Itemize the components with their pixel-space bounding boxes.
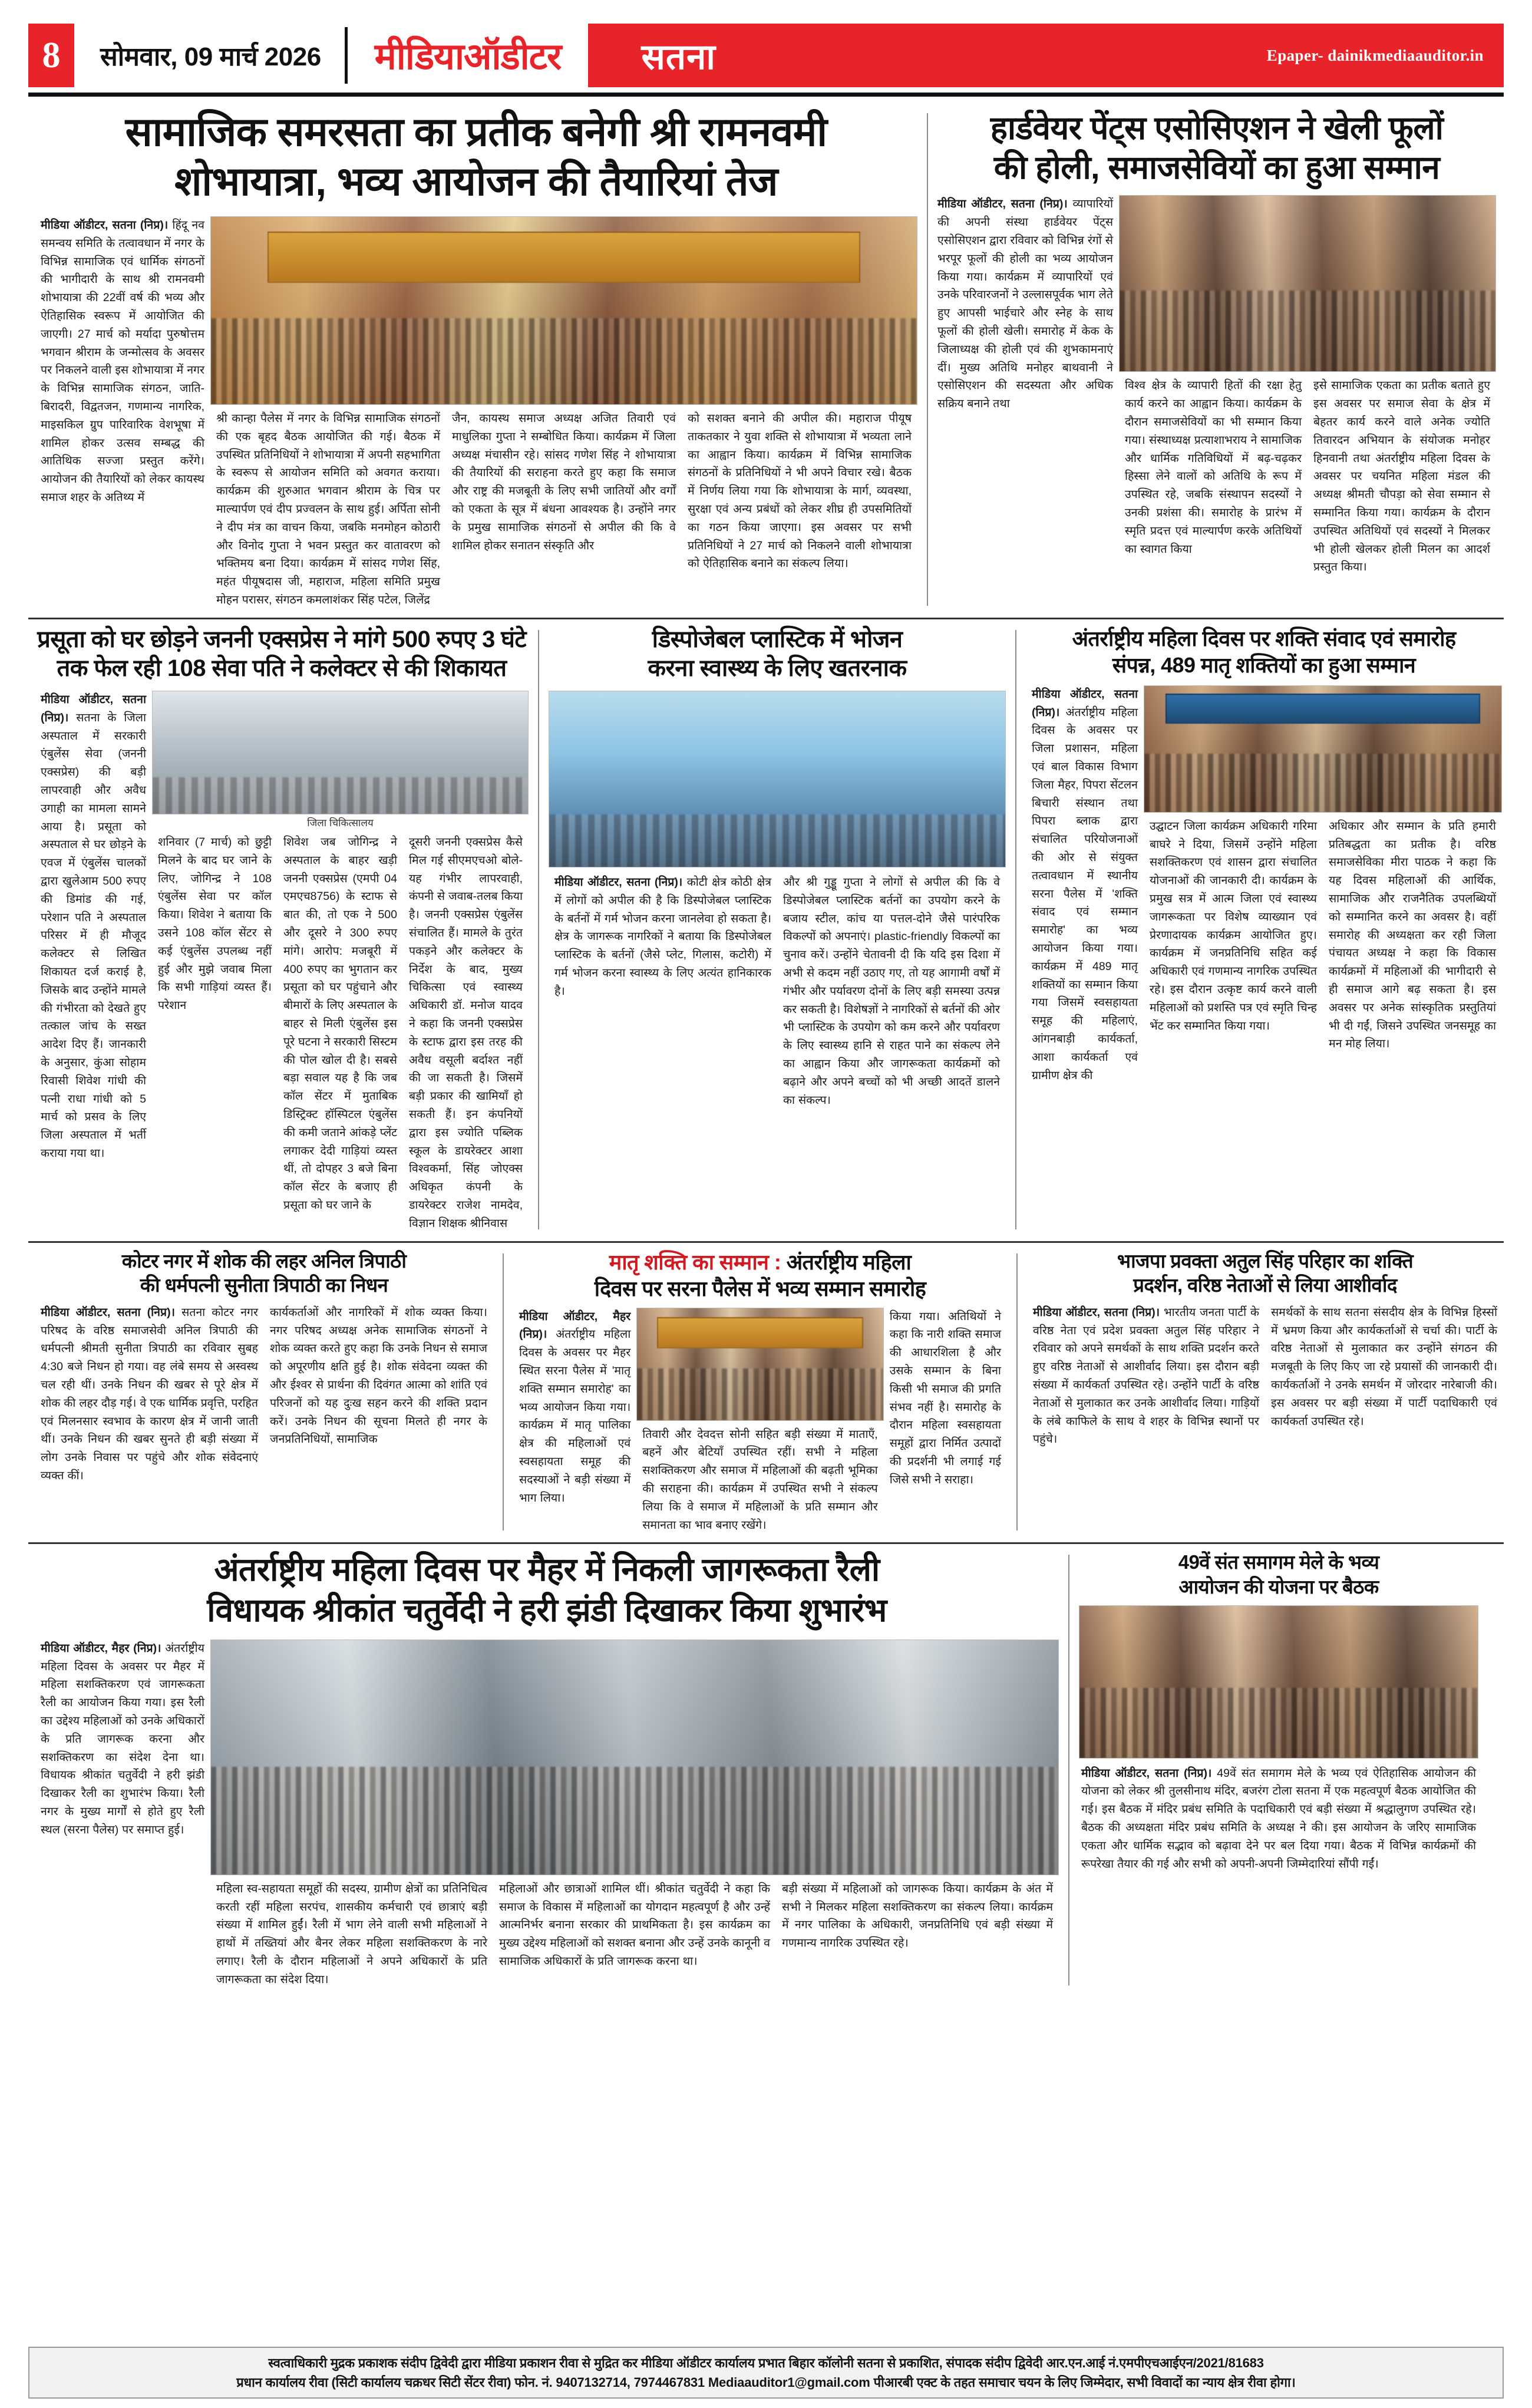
headline-line-2: की धर्मपत्नी सुनीता त्रिपाठी का निधन <box>140 1274 388 1297</box>
article-column-1 <box>513 1308 636 1535</box>
body-text: अंतर्राष्ट्रीय महिला दिवस के अवसर पर मैहर स्थित सरना पैलेस में 'मातृ शक्ति सम्मान समारोह' का भव्य आयोजन किया गया। कार्यक्रम में मातृ पालिका क्षेत्र की महिलाओं एवं स्वसहायता समूह की सदस्याओं ने बड़ी संख्या में भाग लिया। <box>519 1328 631 1505</box>
article-bjp-atul-singh <box>1021 1250 1510 1535</box>
article-column-2: और श्री गुड्डू गुप्ता ने लोगों से अपील की कि वे डिस्पोजेबल प्लास्टिक बर्तनों का उपयोग करने के बजाय स्टील, कांच या पत्तल-दोने जैसे पारंपरिक विकल्पों को अपनाएं। plastic-friendly विकल्पों का चुनाव करें। उन्होंने चेतावनी दी कि यदि इस दिशा में अभी से कदम नहीं उठाए गए, तो यह आगामी वर्षों में गंभीर और पर्यावरण दोनों के लिए बड़ी समस्या उत्पन्न कर सकती है। विशेषज्ञों ने नागरिकों से बर्तनों की ओर भी प्लास्टिक के उपयोग को कम करने और पर्यावरण के लिए स्वास्थ्य हानि से राहत पाने का संकल्प लेने का आह्वान किया और जागरूकता कार्यक्रमों को बढ़ाने और अपने बच्चों को भी अच्छी आदतें डालने का संकल्प। <box>783 875 1000 1107</box>
body-text: अंतर्राष्ट्रीय महिला दिवस के अवसर पर मैहर में महिला सशक्तिकरण एवं जागरूकता रैली का आयोजन किया गया। इस रैली का उद्देश्य महिलाओं को उनके अधिकारों के प्रति जागरूक करना और सशक्तिकरण का संदेश देना था। विधायक श्रीकांत चतुर्वेदी ने हरी झंडी दिखाकर रैली का शुभारंभ किया। रैली नगर के मुख्य मार्गों से होते हुए रैली स्थल (सरना पैलेस) पर समाप्त हुई। <box>41 1641 204 1836</box>
article-column-1 <box>1079 1764 1478 1873</box>
row-lead <box>28 110 1504 609</box>
article-janani-express <box>28 626 535 1233</box>
headline-line-2: शोभायात्रा, भव्य आयोजन की तैयारियां तेज <box>174 159 778 204</box>
headline-line-1: डिस्पोजेबल प्लास्टिक में भोजन <box>652 626 903 652</box>
body-text: हिंदू नव समन्वय समिति के तत्वावधान में नगर के विभिन्न सामाजिक एवं धार्मिक संगठनों की भागीदारी के साथ श्री रामनवमी शोभायात्रा की 22वीं वर्ष की भव्य और ऐतिहासिक स्वरूप में आयोजित की जाएगी। 27 मार्च को मर्यादा पुरुषोत्तम भगवान श्रीराम के जन्मोत्सव के अवसर पर निकलने वाली इस शोभायात्रा में नगर के विभिन्न सामाजिक संगठन, जाति-बिरादरी, विद्वतजन, गणमान्य नागरिक, माइसकिल ग्रुप पारिवारिक वेशभूषा में शामिल होकर उत्सव सम्बद्ध की आतिथिक सज्जा प्रस्तुत करेंगे। आयोजन की तैयारियों को लेकर कायस्थ समाज शहर के अतिथ्य में <box>41 219 204 504</box>
brand-logo: मीडियाऑडीटर <box>374 37 562 77</box>
headline-line-1: कोटर नगर में शोक की लहर अनिल त्रिपाठी <box>121 1249 407 1272</box>
article-column-1 <box>35 1640 210 1989</box>
byline: मीडिया ऑडीटर, सतना (निप्र)। <box>1081 1766 1212 1780</box>
article-mahila-rally-maihar <box>28 1551 1065 1988</box>
article-column-1 <box>1027 1304 1265 1449</box>
headline-line-2: विधायक श्रीकांत चतुर्वेदी ने हरी झंडी दिखाकर किया शुभारंभ <box>207 1592 887 1629</box>
column-separator <box>503 1254 504 1531</box>
masthead <box>28 24 1504 87</box>
article-column-4: दूसरी जननी एक्सप्रेस कैसे मिल गई सीएमएचओ बोले- यह गंभीर लापरवाही, कंपनी से जवाब-तलब किया है। जननी एक्सप्रेस एंबुलेंस संचालित हैं। मामले के तुरंत पकड़ने और कलेक्टर के निर्देश के बाद, मुख्य चिकित्सा एवं स्वास्थ्य अधिकारी डॉ. मनोज यादव ने कहा कि जननी एक्सप्रेस के स्टाफ द्वारा इस तरह की अवैध वसूली बर्दाश्त नहीं की जा सकती है। जिसमें बड़ी प्रकार की खामियाँ हो सकती हैं। इन कंपनियों द्वारा इस ज्योति पब्लिक स्कूल के डायरेक्टर आशा विश्वकर्मा, सिंह जोएक्स अधिकृत कंपनी के डायरेक्टर राजेश नामदेव, विज्ञान शिक्षक श्रीनिवास <box>409 836 523 1230</box>
article-obituary <box>28 1250 500 1535</box>
body-text: व्यापारियों की अपनी संस्था हार्डवेयर पेंट्स एसोसिएशन द्वारा रविवार को विभिन्न रंगों से भरपूर फूलों की होली का भव्य आयोजन किया गया। कार्यक्रम में व्यापारियों एवं उनके परिवारजनों ने उल्लासपूर्वक भाग लेते हुए आपसी भाईचारे और स्नेह के साथ फूलों की होली खेली। समारोह में केक के जिलाध्यक्ष की होली एवं की शुभकामनाएं दीं। मुख्य अतिथि मनोहर बाथवानी ने एसोसिएशन की सदस्यता और अधिक सक्रिय बनाने तथा <box>937 197 1113 411</box>
article-column-2: तिवारी और देवदत्त सोनी सहित बड़ी संख्या में माताएँ, बहनें और बेटियाँ उपस्थित रहीं। सभी ने महिला सशक्तिकरण और समाज में महिलाओं की बढ़ती भूमिका की सराहना की। कार्यक्रम में उपस्थित सभी ने संकल्प लिया कि वे समाज में महिलाओं के प्रति सम्मान और समानता का भाव बनाए रखेंगे। <box>642 1427 878 1532</box>
byline: मीडिया ऑडीटर, सतना (निप्र)। <box>554 875 683 889</box>
section-rule <box>28 618 1504 619</box>
article-column-1 <box>937 195 1119 413</box>
article-column-2: विश्व क्षेत्र के व्यापारी हितों की रक्षा हेतु कार्य करने का आह्वान किया। कार्यक्रम के दौरान समाजसेवियों का भी सम्मान किया गया। संस्थाध्यक्ष प्रत्याशाभराय ने सामाजिक और धार्मिक गतिविधियों में बढ़-चढ़कर हिस्सा लेने वालों को अतिथि के रूप में उपस्थित रहे, जबकि संस्थापन सदस्यों ने उनकी प्रशंसा की। समारोह के प्रारंभ में स्मृति प्रदत्त एवं माल्यार्पण करके अतिथियों का स्वागत किया <box>1125 379 1302 556</box>
article-column-1 <box>35 216 210 609</box>
article-column-4: बड़ी संख्या में महिलाओं को जागरूक किया। कार्यक्रम के अंत में सभी ने मिलकर महिला सशक्तिकरण का संकल्प लिया। कार्यक्रम में नगर पालिका के अधिकारी, जनप्रतिनिधि एवं बड़ी संख्या में गणमान्य नागरिक उपस्थित रहे। <box>782 1882 1053 1950</box>
article-photo-hospital <box>152 691 529 814</box>
byline: मीडिया ऑडीटर, सतना (निप्र)। <box>41 1305 175 1319</box>
page-number-badge: 8 <box>28 24 74 87</box>
article-lead-left <box>28 110 924 609</box>
headline-line-2: आयोजन की योजना पर बैठक <box>1178 1576 1379 1598</box>
imprint-line-1: स्वत्वाधिकारी मुद्रक प्रकाशक संदीप द्विवेदी द्वारा मीडिया प्रकाशन रीवा से मुद्रित कर मीडिया ऑडीटर कार्यालय प्रभात बिहार कॉलोनी सतना से प्रकाशित, संपादक संदीप द्विवेदी आर.एन.आई नं.एमपीएचआईएन/2021/81683 <box>268 2356 1264 2370</box>
headline-line-2: करना स्वास्थ्य के लिए खतरनाक <box>648 655 907 682</box>
byline: मीडिया ऑडीटर, सतना (निप्र)। <box>1032 687 1138 719</box>
column-separator <box>1015 630 1016 1229</box>
publication-date: सोमवार, 09 मार्च 2026 <box>100 42 321 71</box>
footer-imprint <box>28 2347 1504 2399</box>
article-column-3: इसे सामाजिक एकता का प्रतीक बताते हुए इस अवसर पर समाज सेवा के क्षेत्र में बेहतर कार्य करने वाले अनेक ज्योति तिवारदन अभियान के संयोजक मनोहर हिनवानी तथा अंतर्राष्ट्रीय महिला दिवस के अवसर पर चयनित महिला मंडल की अध्यक्ष श्रीमती चौपड़ा को सेवा सम्मान से सम्मानित किया गया। कार्यक्रम के दौरान उपस्थित अतिथियों एवं सदस्यों ने मिलकर भी होली खेलकर होली मिलन का आदर्श प्रस्तुत किया। <box>1313 379 1490 574</box>
article-womens-day-satna <box>1019 626 1508 1233</box>
article-column-1 <box>1026 685 1144 1085</box>
headline-line-2: प्रदर्शन, वरिष्ठ नेताओं से लिया आशीर्वाद <box>1133 1274 1397 1297</box>
headline-line-1: हार्डवेयर पेंट्स एसोसिएशन ने खेली फूलों <box>990 110 1444 146</box>
article-photo-holi <box>1119 195 1496 372</box>
headline-line-1: सामाजिक समरसता का प्रतीक बनेगी श्री रामनवमी <box>125 110 827 154</box>
body-text: अंतर्राष्ट्रीय महिला दिवस के अवसर पर जिला प्रशासन, महिला एवं बाल विकास विभाग जिला मैहर, पिपरा सेंटलन बिचारी संस्थान तथा पिपरा ब्लाक द्वारा संचालित परियोजनाओं की ओर से संयुक्त तत्वावधान में स्थानीय सरना पैलेस में 'शक्ति संवाद एवं सम्मान समारोह' का भव्य आयोजन किया गया। कार्यक्रम में 489 मातृ शक्तियों का सम्मान किया गया जिसमें स्वसहायता समूह की महिलाएं, आंगनबाड़ी कार्यकर्ता, आशा कार्यकर्ता एवं ग्रामीण क्षेत्र की <box>1032 705 1138 1082</box>
article-photo-samaroh <box>1144 685 1502 813</box>
article-column-2: कार्यकर्ताओं और नागरिकों में शोक व्यक्त किया। नगर परिषद अध्यक्ष अनेक सामाजिक संगठनों ने शोक व्यक्त करते हुए कहा कि उनके निधन से समाज को अपूरणीय क्षति हुई है। शोक संवेदना व्यक्त की और ईश्वर से प्रार्थना की दिवंगत आत्मा को शांति एवं परिजनों को यह दुःख सहन करने की शक्ति प्रदान करें। उनके निधन की सूचना मिलते ही नगर के जनप्रतिनिधियों, सामाजिक <box>270 1305 487 1446</box>
body-text: कोटी क्षेत्र कोठी क्षेत्र में लोगों को अपील की है कि डिस्पोजेबल प्लास्टिक के बर्तनों में गर्म भोजन करना जानलेवा हो सकता है। क्षेत्र के जागरूक नागरिकों ने बताया कि डिस्पोजेबल प्लास्टिक के बर्तनों (जैसे प्लेट, गिलास, कटोरी) में गर्म भोजन करना स्वास्थ्य के लिए अत्यंत हानिकारक है। <box>554 875 772 998</box>
article-photo-baithak <box>1079 1605 1478 1759</box>
body-text: भारतीय जनता पार्टी के वरिष्ठ नेता एवं प्रदेश प्रवक्ता अतुल सिंह परिहार ने रविवार को अपने समर्थकों के साथ शक्ति प्रदर्शन करते हुए वरिष्ठ नेताओं से आशीर्वाद लिया। इस दौरान बड़ी संख्या में कार्यकर्ता उपस्थित रहे। उन्होंने पार्टी के वरिष्ठ नेताओं से मुलाकात कर उनके आशीर्वाद लिया। गाड़ियों के लंबे काफिले के साथ वे शहर के विभिन्न स्थानों पर पहुंचे। <box>1033 1305 1260 1446</box>
article-matru-shakti <box>507 1250 1013 1535</box>
photo-caption: जिला चिकित्सालय <box>307 817 374 829</box>
article-lead-right <box>931 110 1503 609</box>
article-disposable-plastic <box>542 626 1012 1233</box>
edition-city: सतना <box>641 37 716 77</box>
column-separator <box>538 630 539 1229</box>
headline-line-2: तक फेल रही 108 सेवा पति ने कलेक्टर से की शिकायत <box>57 655 507 682</box>
headline-line-2: की होली, समाजसेवियों का हुआ सम्मान <box>993 149 1440 186</box>
article-photo-officials <box>549 691 1006 867</box>
column-separator <box>1016 1254 1018 1531</box>
article-photo-rally <box>210 216 917 405</box>
article-column-3: किया गया। अतिथियों ने कहा कि नारी शक्ति समाज की आधारशिला है और उसके सम्मान के बिना किसी भी समाज की प्रगति संभव नहीं है। समारोह के दौरान महिला स्वसहायता समूहों द्वारा निर्मित उत्पादों की प्रदर्शनी भी लगाई गई जिसे सभी ने सराहा। <box>889 1309 1001 1486</box>
epaper-url[interactable]: Epaper- dainikmediaauditor.in <box>1266 46 1484 64</box>
article-photo-rally-maihar <box>210 1640 1059 1875</box>
article-column-3: अधिकार और सम्मान के प्रति हमारी प्रतिबद्धता का प्रतीक है। वरिष्ठ समाजसेविका मीरा पाठक ने कहा कि यह दिवस महिलाओं की आर्थिक, सामाजिक और राजनैतिक उपलब्धियों को सम्मानित करने का अवसर है। वहीं समारोह की अध्यक्षता कर रही जिला पंचायत अध्यक्ष ने कहा कि विकास कार्यक्रमों में महिलाओं की भागीदारी से ही समाज आगे बढ़ सकता है। इस अवसर पर अनेक सांस्कृतिक प्रस्तुतियां भी दी गईं, जिसने उपस्थित जनसमूह का मन मोह लिया। <box>1329 819 1496 1051</box>
article-column-2: उद्घाटन जिला कार्यक्रम अधिकारी गरिमा बाघरे ने दिया, जिसमें उन्होंने महिला सशक्तिकरण एवं शासन द्वारा संचालित योजनाओं की जानकारी दी। कार्यक्रम के प्रमुख सत्र में आत्म जिला एवं स्वास्थ्य जागरूकता पर विशेष व्याख्यान एवं प्रेरणादायक कार्यक्रम आयोजित हुए। कार्यक्रम में जनप्रतिनिधि सहित कई अधिकारी एवं गणमान्य नागरिक उपस्थित रहे। इस दौरान उत्कृष्ट कार्य करने वाली महिलाओं को प्रशस्ति पत्र एवं स्मृति चिन्ह भेंट कर सम्मानित किया गया। <box>1150 819 1317 1033</box>
article-column-3: शिवेश जब जोगिन्द्र ने अस्पताल के बाहर खड़ी जननी एक्सप्रेस (एमपी 04 एमएच8756) के स्टाफ से बात की, तो एक ने 500 और दूसरे ने 300 रुपए मांगे। आरोप: मजबूरी में 400 रुपए का भुगतान कर प्रसूता को घर पहुंचाने और बीमारों के लिए अस्पताल के बाहर से मिली एंबुलेंस इस पूरे घटना ने सरकारी सिस्टम की पोल खोल दी है। सबसे बड़ा सवाल यह है कि जब कॉल सेंटर में मुताबिक डिस्ट्रिक्ट हॉस्पिटल एंबुलेंस की कमी जताने आंकड़े प्लेंट लगाकर देदी गाड़ियां व्यस्त थीं, तो दोपहर 3 बजे बिना कॉल सेंटर के बजाए ही प्रसूता को घर जाने के <box>283 836 397 1212</box>
article-column-2: श्री कान्हा पैलेस में नगर के विभिन्न सामाजिक संगठनों की एक बृहद बैठक आयोजित की गई। बैठक में उपस्थित प्रतिनिधियों ने शोभायात्रा में अपनी सहभागिता के स्वरूप से आयोजन समिति को अवगत कराया। कार्यक्रम की शुरुआत भगवान श्रीराम के चित्र पर माल्यार्पण एवं दीप प्रज्वलन के साथ हुई। अर्पिता सोनी ने दीप मंत्र का वाचन किया, जबकि मनमोहन कोठारी और विनोद गुप्ता ने भवन प्रस्तुत कर वातावरण को भक्तिमय बना दिया। कार्यक्रम में सांसद गणेश सिंह, महंत पीयूषदास जी, महाराज, महिला समिति प्रमुख मोहन परासर, संगठन कमलाशंकर सिंह पटेल, जिलेंद्र <box>216 412 440 606</box>
article-column-4: को सशक्त बनाने की अपील की। महाराज पीयूष ताकतकार ने युवा शक्ति से शोभायात्रा में भव्यता लाने का आह्वान किया। कार्यक्रम में विभिन्न सामाजिक संगठनों के प्रतिनिधियों ने भी अपने विचार रखे। बैठक में निर्णय लिया गया कि शोभायात्रा के मार्ग, व्यवस्था, सुरक्षा एवं अन्य प्रबंधों को लेकर शीघ्र ही उपसमितियों का गठन किया जाएगा। इस अवसर पर सभी प्रतिनिधियों ने 27 मार्च को निकलने वाली शोभायात्रा को ऐतिहासिक बनाने का संकल्प लिया। <box>688 412 912 570</box>
headline-rest: अंतर्राष्ट्रीय महिला <box>781 1249 912 1274</box>
column-separator <box>927 113 928 606</box>
byline: मीडिया ऑडीटर, सतना (निप्र)। <box>41 219 169 232</box>
headline-line-1: अंतर्राष्ट्रीय महिला दिवस पर शक्ति संवाद एवं समारोह <box>1072 626 1456 651</box>
article-column-3: जैन, कायस्थ समाज अध्यक्ष अजित तिवारी एवं माधुलिका गुप्ता ने सम्बोधित किया। कार्यक्रम में जिला अध्यक्ष मंचासीन रहे। सांसद गणेश सिंह ने शोभायात्रा की तैयारियों की सराहना करते हुए कहा कि समाज और राष्ट्र की मजबूती के लिए सभी जातियों और वर्गों को एकता के सूत्र में बंधना आवश्यक है। उन्होंने नगर के प्रमुख सामाजिक संगठनों से अपील की कि वे शामिल होकर सनातन संस्कृति और <box>452 412 676 552</box>
article-sant-samagam <box>1072 1551 1485 1988</box>
byline: मीडिया ऑडीटर, सतना (निप्र)। <box>1033 1305 1160 1319</box>
headline-line-1: 49वें संत समागम मेले के भव्य <box>1178 1551 1379 1574</box>
section-rule <box>28 1542 1504 1544</box>
imprint-line-2: प्रधान कार्यालय रीवा (सिटी कार्यालय चक्रधर सिटी सेंटर रीवा) फोन. नं. 9407132714, 7974467831 Mediaauditor1@gmail.com पीआरबी एक्ट के तहत समाचार चयन के लिए जिम्मेदार, सभी विवादों का न्याय क्षेत्र रीवा होगा। <box>236 2375 1296 2390</box>
headline-line-1: भाजपा प्रवक्ता अतुल सिंह परिहार का शक्ति <box>1117 1249 1414 1272</box>
body-text: सतना कोटर नगर परिषद के वरिष्ठ समाजसेवी अनिल त्रिपाठी की धर्मपत्नी श्रीमती सुनीता त्रिपाठी का रविवार सुबह 4:30 बजे निधन हो गया। वह लंबे समय से अस्वस्थ चल रही थीं। उनके निधन की खबर से पूरे क्षेत्र में शोक की लहर दौड़ गई। वे एक धार्मिक प्रवृत्ति, परहित एवं मिलनसार स्वभाव के कारण क्षेत्र में जानी जाती थीं। उनके निधन की खबर सुनते ही बड़ी संख्या में लोग उनके निवास पर पहुंचे और शोक संवेदनाएं व्यक्त कीं। <box>41 1305 258 1482</box>
article-column-1 <box>549 873 777 1109</box>
headline-line-1 <box>513 1250 1007 1274</box>
body-text: सतना के जिला अस्पताल में सरकारी एंबुलेंस सेवा (जननी एक्सप्रेस) की बड़ी लापरवाही और अवैध उगाही का मामला सामने आया है। प्रसूता को अस्पताल से घर छोड़ने के एवज में एंबुलेंस चालकों द्वारा खुलेआम 500 रुपए की डिमांड की गई, परेशान पति ने अस्पताल परिसर में ही मौजूद कलेक्टर से लिखित शिकायत दर्ज कराई है, जिसके बाद उन्होंने मामले की गंभीरता को देखते हुए तत्काल जांच के सख्त आदेश दिए हैं। जानकारी के अनुसार, कुंआ सोहाम रिवासी शिवेश गांधी की पत्नी राधा गांधी को 5 मार्च को प्रसव के लिए जिला अस्पताल में भर्ती कराया गया था। <box>41 711 146 1160</box>
byline: मीडिया ऑडीटर, सतना (निप्र)। <box>41 692 146 724</box>
column-separator <box>1068 1555 1069 1985</box>
row-two <box>28 626 1504 1233</box>
article-photo-mahila-diwas <box>636 1308 883 1421</box>
section-rule <box>28 1241 1504 1243</box>
article-column-3: महिलाओं और छात्राओं शामिल थीं। श्रीकांत चतुर्वेदी ने कहा कि समाज के विकास में महिलाओं का योगदान महत्वपूर्ण है और उन्हें आत्मनिर्भर बनाना सरकार की प्राथमिकता है। इस कार्यक्रम का मुख्य उद्देश्य महिलाओं को सशक्त बनाना और उन्हें उनके कानूनी व सामाजिक अधिकारों के प्रति जागरूक करना था। <box>499 1882 770 1968</box>
row-four <box>28 1551 1504 1988</box>
article-column-1 <box>35 691 152 1233</box>
headline-line-2: संपन्न, 489 मातृ शक्तियों का हुआ सम्मान <box>1112 652 1416 677</box>
article-column-2: शनिवार (7 मार्च) को छुट्टी मिलने के बाद घर जाने के लिए, जोगिन्द्र ने 108 एंबुलेंस सेवा पर कॉल किया। शिवेश ने बताया कि उसने 108 कॉल सेंटर से कई एंबुलेंस उपलब्ध नहीं हुई और मुझे जवाब मिला कि सभी गाड़ियां व्यस्त हैं। परेशान <box>158 836 272 1012</box>
masthead-rule <box>28 93 1504 97</box>
headline-line-1: प्रसूता को घर छोड़ने जननी एक्सप्रेस ने मांगे 500 रुपए 3 घंटे <box>37 626 526 652</box>
byline: मीडिया ऑडीटर, सतना (निप्र)। <box>937 197 1068 211</box>
row-three <box>28 1250 1504 1535</box>
body-text: 49वें संत समागम मेले के भव्य एवं ऐतिहासिक आयोजन की योजना को लेकर श्री तुलसीनाथ मंदिर, बजरंग टोला सतना में एक महत्वपूर्ण बैठक आयोजित की गई। इस बैठक में मंदिर प्रबंध समिति के पदाधिकारी एवं बड़ी संख्या में श्रद्धालुगण उपस्थित रहे। बैठक की अध्यक्षता मंदिर प्रबंध समिति के अध्यक्ष ने की। इस आयोजन के जरिए सामाजिक एकता और धार्मिक सद्भाव को बढ़ावा देने पर बल दिया गया। बैठक में विभिन्न कार्यक्रमों की रूपरेखा तैयार की गई और सभी को अपनी-अपनी जिम्मेदारियां सौंपी गईं। <box>1081 1766 1477 1871</box>
headline-kicker: मातृ शक्ति का सम्मान : <box>609 1249 781 1274</box>
article-column-1 <box>35 1304 264 1485</box>
article-column-2: महिला स्व-सहायता समूहों की सदस्य, ग्रामीण क्षेत्रों का प्रतिनिधित्व करती रहीं महिला सरपंच, शासकीय कर्मचारी एवं छात्राएं बड़ी संख्या में शामिल हुईं। रैली में भाग लेने वाली सभी महिलाओं ने हाथों में तख्तियां और बैनर लेकर महिला सशक्तिकरण के नारे लगाए। रैली के दौरान महिलाओं ने अपने अधिकारों के प्रति जागरूकता का संदेश दिया। <box>216 1882 487 1986</box>
edition-banner <box>588 24 1504 87</box>
byline: मीडिया ऑडीटर, मैहर (निप्र)। <box>41 1641 161 1655</box>
headline-line-1: अंतर्राष्ट्रीय महिला दिवस पर मैहर में निकली जागरूकता रैली <box>214 1551 880 1588</box>
article-column-2: समर्थकों के साथ सतना संसदीय क्षेत्र के विभिन्न हिस्सों में भ्रमण किया और कार्यकर्ताओं से चर्चा की। पार्टी के वरिष्ठ नेताओं से मुलाकात कर उन्होंने संगठन की मजबूती के लिए किए जा रहे प्रयासों की जानकारी दी। कार्यकर्ताओं ने उनके समर्थन में जोरदार नारेबाजी की। इस अवसर पर बड़ी संख्या में पार्टी पदाधिकारी एवं कार्यकर्ता उपस्थित रहे। <box>1271 1305 1497 1428</box>
byline: मीडिया ऑडीटर, मैहर (निप्र)। <box>519 1309 631 1341</box>
headline-line-2: दिवस पर सरना पैलेस में भव्य सम्मान समारोह <box>594 1276 926 1301</box>
